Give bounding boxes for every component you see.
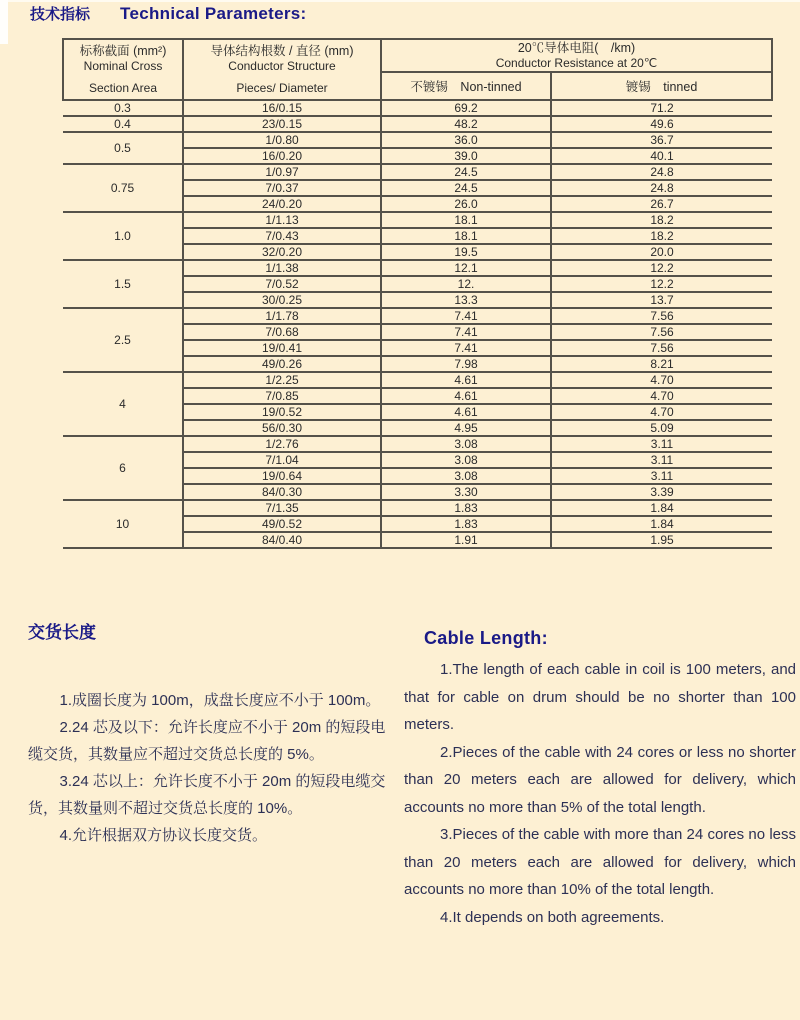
- cell-nominal-size: 10: [63, 500, 183, 548]
- page-title-en: Technical Parameters:: [120, 4, 307, 23]
- cell-tinned: 24.8: [551, 164, 772, 180]
- table-body: [63, 100, 772, 548]
- cell-structure: 1/0.80: [183, 132, 381, 148]
- cell-structure: 7/1.04: [183, 452, 381, 468]
- header-col1-en1: Nominal Cross: [83, 59, 163, 73]
- scan-corner-artifact: [0, 0, 8, 44]
- cell-structure: 84/0.40: [183, 532, 381, 548]
- cell-structure: 30/0.25: [183, 292, 381, 308]
- cell-non-tinned: 4.61: [381, 372, 551, 388]
- cell-tinned: 12.2: [551, 276, 772, 292]
- cell-tinned: 71.2: [551, 100, 772, 116]
- cell-non-tinned: 39.0: [381, 148, 551, 164]
- cell-nominal-size: 1.0: [63, 212, 183, 260]
- cell-nominal-size: 0.4: [63, 116, 183, 132]
- cell-non-tinned: 1.83: [381, 516, 551, 532]
- cell-non-tinned: 7.41: [381, 324, 551, 340]
- cell-structure: 7/1.35: [183, 500, 381, 516]
- cell-non-tinned: 3.08: [381, 436, 551, 452]
- delivery-paragraphs-en: [404, 656, 796, 931]
- cell-non-tinned: 4.95: [381, 420, 551, 436]
- cell-structure: 7/0.68: [183, 324, 381, 340]
- cell-non-tinned: 4.61: [381, 388, 551, 404]
- table-header: [63, 39, 772, 100]
- cell-non-tinned: 18.1: [381, 228, 551, 244]
- header-non-tinned: 不镀锡 Non-tinned: [381, 72, 551, 100]
- page-title-zh: 技术指标: [30, 6, 91, 23]
- cell-structure: 23/0.15: [183, 116, 381, 132]
- cell-non-tinned: 19.5: [381, 244, 551, 260]
- cell-non-tinned: 12.1: [381, 260, 551, 276]
- delivery-paragraph: 2.Pieces of the cable with 24 cores or less no shorter than 20 meters each are allowed for delivery, which accounts no more than 5% of the total length.: [404, 743, 796, 816]
- cell-structure: 16/0.15: [183, 100, 381, 116]
- table-row: [63, 132, 772, 148]
- cell-non-tinned: 4.61: [381, 404, 551, 420]
- table-row: [63, 116, 772, 132]
- cell-non-tinned: 24.5: [381, 164, 551, 180]
- cell-structure: 24/0.20: [183, 196, 381, 212]
- cell-nominal-size: 0.3: [63, 100, 183, 116]
- cell-tinned: 4.70: [551, 372, 772, 388]
- cell-tinned: 36.7: [551, 132, 772, 148]
- header-conductor-structure: [183, 39, 381, 100]
- cell-structure: 19/0.64: [183, 468, 381, 484]
- header-nominal-cross-section: [63, 39, 183, 100]
- cell-structure: 1/1.78: [183, 308, 381, 324]
- scan-edge-artifact: [0, 0, 800, 2]
- delivery-length-section-en: [404, 628, 796, 931]
- cell-non-tinned: 7.98: [381, 356, 551, 372]
- header-resistance-en: Conductor Resistance at 20℃: [495, 56, 658, 70]
- cell-tinned: 1.84: [551, 516, 772, 532]
- cell-tinned: 1.84: [551, 500, 772, 516]
- cell-non-tinned: 12.: [381, 276, 551, 292]
- table-row: [63, 308, 772, 324]
- cell-tinned: 3.39: [551, 484, 772, 500]
- cell-nominal-size: 0.75: [63, 164, 183, 212]
- cell-tinned: 26.7: [551, 196, 772, 212]
- cell-non-tinned: 24.5: [381, 180, 551, 196]
- header-tinned: 镀锡 tinned: [551, 72, 772, 100]
- page-title: [30, 3, 306, 24]
- header-col2-zh: 导体结构根数 / 直径 (mm): [210, 44, 354, 58]
- header-col2-en2: Pieces/ Diameter: [236, 81, 328, 95]
- cell-structure: 49/0.26: [183, 356, 381, 372]
- cell-structure: 19/0.52: [183, 404, 381, 420]
- cell-non-tinned: 3.08: [381, 452, 551, 468]
- cell-tinned: 18.2: [551, 228, 772, 244]
- cell-nominal-size: 6: [63, 436, 183, 500]
- table-row: [63, 500, 772, 516]
- cell-tinned: 1.95: [551, 532, 772, 548]
- cell-tinned: 7.56: [551, 308, 772, 324]
- cell-nominal-size: 1.5: [63, 260, 183, 308]
- delivery-paragraph: 1.The length of each cable in coil is 100 meters, and that for cable on drum should be no shorter than 100 meters.: [404, 661, 796, 733]
- cell-structure: 16/0.20: [183, 148, 381, 164]
- header-resistance-zh: 20℃导体电阻( /km): [517, 41, 636, 55]
- cell-structure: 32/0.20: [183, 244, 381, 260]
- cell-tinned: 7.56: [551, 340, 772, 356]
- cell-structure: 1/2.76: [183, 436, 381, 452]
- cell-non-tinned: 48.2: [381, 116, 551, 132]
- cell-tinned: 3.11: [551, 452, 772, 468]
- cell-structure: 19/0.41: [183, 340, 381, 356]
- cell-structure: 1/1.38: [183, 260, 381, 276]
- delivery-paragraphs-zh: [28, 687, 392, 849]
- cell-structure: 7/0.43: [183, 228, 381, 244]
- cell-structure: 1/2.25: [183, 372, 381, 388]
- cell-tinned: 20.0: [551, 244, 772, 260]
- cell-non-tinned: 36.0: [381, 132, 551, 148]
- table-row: [63, 260, 772, 276]
- delivery-paragraph: 1.成圈长度为 100m，成盘长度应不小于 100m。: [59, 692, 381, 709]
- cell-non-tinned: 3.08: [381, 468, 551, 484]
- cell-structure: 7/0.37: [183, 180, 381, 196]
- table-row: [63, 164, 772, 180]
- cell-tinned: 3.11: [551, 468, 772, 484]
- delivery-paragraph: 4.允许根据双方协议长度交货。: [59, 827, 268, 844]
- table-row: [63, 212, 772, 228]
- table-row: [63, 372, 772, 388]
- cell-tinned: 40.1: [551, 148, 772, 164]
- cell-non-tinned: 18.1: [381, 212, 551, 228]
- cell-tinned: 12.2: [551, 260, 772, 276]
- cell-tinned: 8.21: [551, 356, 772, 372]
- cell-structure: 7/0.52: [183, 276, 381, 292]
- header-conductor-resistance: [381, 39, 772, 72]
- cell-tinned: 24.8: [551, 180, 772, 196]
- cell-structure: 49/0.52: [183, 516, 381, 532]
- technical-parameters-table: [62, 38, 773, 549]
- cell-non-tinned: 26.0: [381, 196, 551, 212]
- delivery-title-en: Cable Length:: [424, 628, 548, 648]
- cell-non-tinned: 1.83: [381, 500, 551, 516]
- cell-structure: 1/0.97: [183, 164, 381, 180]
- delivery-length-section-zh: [28, 618, 392, 849]
- cell-tinned: 13.7: [551, 292, 772, 308]
- header-col1-zh: 标称截面 (mm²): [79, 44, 167, 58]
- cell-tinned: 4.70: [551, 404, 772, 420]
- cell-tinned: 49.6: [551, 116, 772, 132]
- cell-tinned: 4.70: [551, 388, 772, 404]
- header-col1-en2: Section Area: [88, 81, 158, 95]
- cell-non-tinned: 3.30: [381, 484, 551, 500]
- delivery-paragraph: 2.24 芯及以下：允许长度应不小于 20m 的短段电缆交货，其数量应不超过交货总长度的 5%。: [28, 719, 386, 763]
- cell-non-tinned: 7.41: [381, 340, 551, 356]
- cell-structure: 1/1.13: [183, 212, 381, 228]
- cell-non-tinned: 13.3: [381, 292, 551, 308]
- cell-nominal-size: 0.5: [63, 132, 183, 164]
- cell-tinned: 3.11: [551, 436, 772, 452]
- cell-structure: 7/0.85: [183, 388, 381, 404]
- table-row: [63, 100, 772, 116]
- header-col2-en1: Conductor Structure: [228, 59, 336, 73]
- cell-tinned: 7.56: [551, 324, 772, 340]
- cell-non-tinned: 69.2: [381, 100, 551, 116]
- delivery-paragraph: 4.It depends on both agreements.: [440, 908, 665, 926]
- cell-nominal-size: 2.5: [63, 308, 183, 372]
- delivery-paragraph: 3.Pieces of the cable with more than 24 cores no less than 20 meters each are allowed for delivery, which accounts no more than 10% of the total length.: [404, 826, 796, 898]
- cell-tinned: 18.2: [551, 212, 772, 228]
- delivery-title-zh: 交货长度: [28, 623, 96, 642]
- table-row: [63, 436, 772, 452]
- cell-structure: 56/0.30: [183, 420, 381, 436]
- cell-non-tinned: 7.41: [381, 308, 551, 324]
- cell-tinned: 5.09: [551, 420, 772, 436]
- cell-nominal-size: 4: [63, 372, 183, 436]
- cell-structure: 84/0.30: [183, 484, 381, 500]
- delivery-paragraph: 3.24 芯以上：允许长度不小于 20m 的短段电缆交货，其数量则不超过交货总长度的 10%。: [28, 773, 386, 817]
- cell-non-tinned: 1.91: [381, 532, 551, 548]
